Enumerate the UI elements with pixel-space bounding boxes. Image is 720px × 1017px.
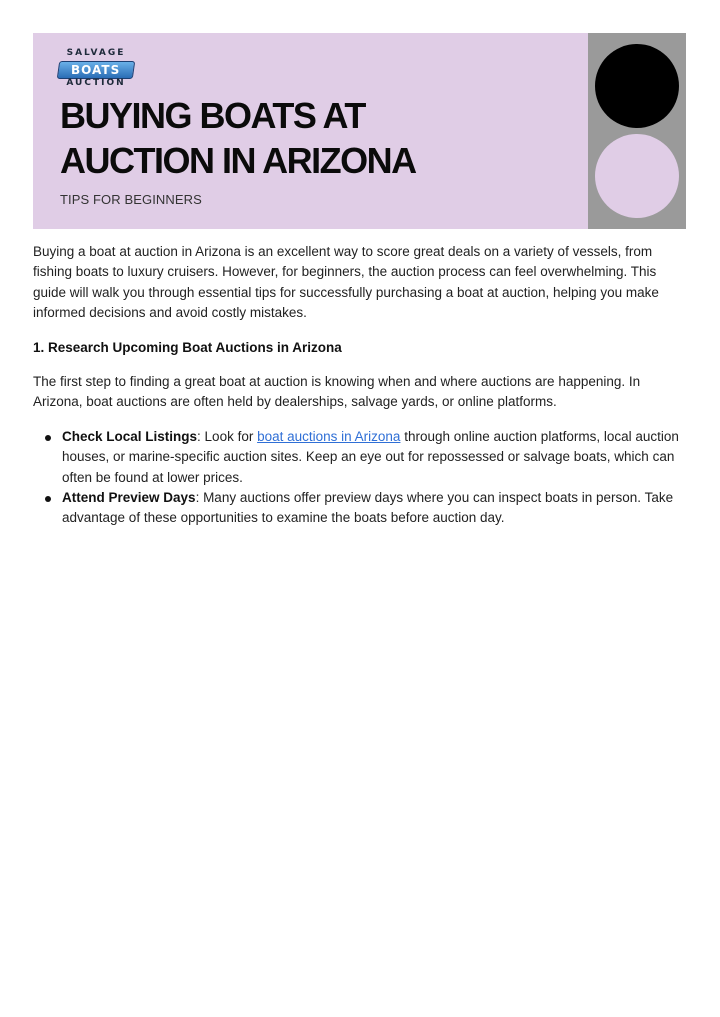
logo-top-text: SALVAGE xyxy=(66,48,126,58)
list-item-text: through online auction platforms, local auction houses, or marine-specific auction sites. Keep an eye out for repossessed or salvage boats, which can often be found at lower prices. xyxy=(62,428,679,485)
side-decoration-panel xyxy=(588,33,686,229)
header-banner xyxy=(33,33,588,229)
section-heading: 1. Research Upcoming Boat Auctions in Arizona xyxy=(33,339,342,355)
logo-badge xyxy=(57,61,136,79)
bullet-icon xyxy=(45,435,51,441)
title-line-1: BUYING BOATS AT xyxy=(60,95,365,136)
bullet-icon xyxy=(45,496,51,502)
intro-paragraph: Buying a boat at auction in Arizona is an excellent way to score great deals on a variety of vessels, from fishing boats to luxury cruisers. However, for beginners, the auction process can feel overwhelming. This guide will walk you through essential tips for successfully purchasing a boat at auction, helping you make informed decisions and avoid costly mistakes. xyxy=(33,244,659,321)
lavender-circle-decoration xyxy=(595,134,679,218)
logo-badge-text: BOATS xyxy=(71,63,121,77)
article-body xyxy=(33,242,687,529)
page-title xyxy=(60,93,416,183)
list-item-label: Check Local Listings xyxy=(62,428,198,444)
section-paragraph: The first step to finding a great boat at auction is knowing when and where auctions are happening. In Arizona, boat auctions are often held by dealerships, salvage yards, or online platforms. xyxy=(33,374,641,410)
title-line-2: AUCTION IN ARIZONA xyxy=(60,140,416,181)
logo-bottom-text: AUCTION xyxy=(66,78,126,88)
list-item-text: : Many auctions offer preview days where you can inspect boats in person. Take advantage of these opportunities to examine the boats before auction day. xyxy=(62,490,674,526)
list-item-text: : Look for xyxy=(197,428,258,444)
list-item xyxy=(33,488,687,529)
black-circle-decoration xyxy=(595,44,679,128)
boat-auctions-arizona-link[interactable]: boat auctions in Arizona xyxy=(257,428,401,444)
salvage-boats-auction-logo xyxy=(58,48,134,90)
list-item-label: Attend Preview Days xyxy=(62,490,196,506)
page-subtitle: TIPS FOR BEGINNERS xyxy=(60,192,202,207)
list-item xyxy=(33,427,687,488)
tips-list xyxy=(33,427,687,529)
